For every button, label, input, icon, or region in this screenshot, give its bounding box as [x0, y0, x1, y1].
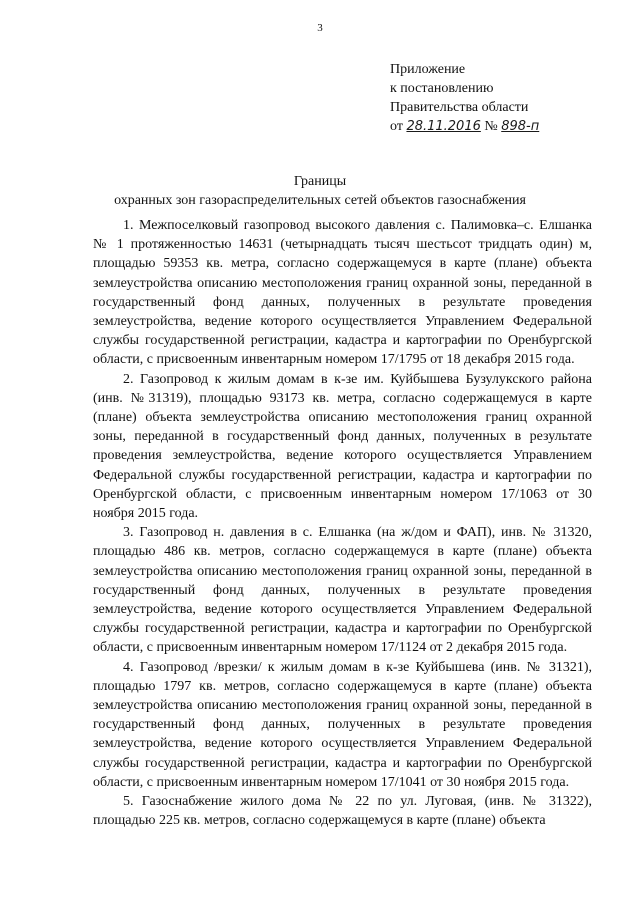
handwritten-date: 28.11.2016 [406, 119, 481, 134]
paragraph-4: 4. Газопровод /врезки/ к жилым домам в к-зе Куйбышева (инв. № 31321), площадью 1797 кв. метров, согласно содержащемуся в карте (плане) объекта землеустройства описанию местоположения границ охранной зоны, переданной в государственный фонд данных, полученных в результате проведения землеустройства, ведение которого осуществляется Управлением Федеральной службы государственной регистрации, кадастра и картографии по Оренбургской области, с присвоенным инвентарным номером 17/1041 от 30 ноября 2015 года. [93, 659, 592, 790]
appendix-line-2: к постановлению [390, 81, 494, 96]
paragraph-1: 1. Межпоселковый газопровод высокого давления с. Палимовка–с. Елшанка № 1 протяженностью 14631 (четырнадцать тысяч шестьсот тридцать один) м, площадью 59353 кв. метра, согласно содержащемуся в карте (плане) объекта землеустройства описанию местоположения границ охранной зоны, переданной в государственный фонд данных, полученных в результате проведения землеустройства, ведение которого осуществляется Управлением Федеральной службы государственной регистрации, кадастра и картографии по Оренбургской области, с присвоенным инвентарным номером 17/1795 от 18 декабря 2015 года. [93, 218, 592, 368]
appendix-block [390, 60, 539, 136]
date-prefix: от [390, 119, 403, 134]
title-line-2: охранных зон газораспределительных сетей объектов газоснабжения [114, 193, 526, 208]
title-line-1: Границы [293, 174, 347, 189]
page-number: 3 [317, 22, 323, 34]
appendix-line-1: Приложение [390, 62, 466, 77]
paragraph-5: 5. Газоснабжение жилого дома № 22 по ул. Луговая, (инв. № 31322), площадью 225 кв. метров, согласно содержащемуся в карте (плане) объекта [93, 794, 592, 829]
document-body [93, 216, 592, 831]
paragraph-3: 3. Газопровод н. давления в с. Елшанка (на ж/дом и ФАП), инв. № 31320, площадью 486 кв. метров, согласно содержащемуся в карте (плане) объекта землеустройства описанию местоположения границ охранной зоны, переданной в государственный фонд данных, полученных в результате проведения землеустройства, ведение которого осуществляется Управлением Федеральной службы государственной регистрации, кадастра и картографии по Оренбургской области, с присвоенным инвентарным номером 17/1124 от 2 декабря 2015 года. [93, 525, 592, 656]
handwritten-number: 898-п [501, 119, 540, 134]
appendix-date-line [390, 117, 539, 136]
appendix-line-3: Правительства области [390, 100, 529, 115]
paragraph-2: 2. Газопровод к жилым домам в к-зе им. Куйбышева Бузулукского района (инв. №31319), площадью 93173 кв. метра, согласно содержащемуся в карте (плане) объекта землеустройства описанию местоположения границ охранной зоны, переданной в государственный фонд данных, полученных в результате проведения землеустройства, ведение которого осуществляется Управлением Федеральной службы государственной регистрации, кадастра и картографии по Оренбургской области, с присвоенным инвентарным номером 17/1063 от 30 ноября 2015 года. [93, 371, 592, 522]
document-title [0, 172, 640, 210]
number-prefix: № [484, 119, 498, 134]
